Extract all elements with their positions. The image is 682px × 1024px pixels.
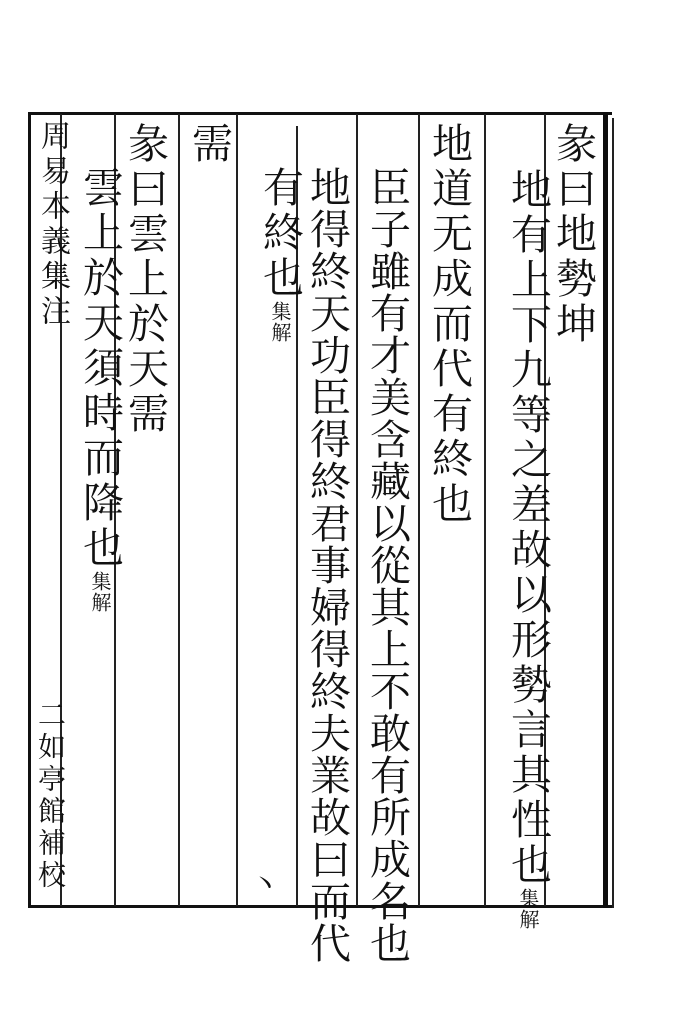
column-text: 地得終天功臣得終君事婦得終夫業故曰而代 [303,166,351,964]
frame-right-inner-rule [612,118,614,908]
frame-right-rule [603,112,608,908]
column-text: 彖曰地勢坤 [549,122,597,347]
commentary-note: 集解 [268,301,292,343]
column-text: 地道无成而代有終也 [425,122,473,527]
text-column-4 [363,166,411,964]
column-text: 需 [185,122,233,167]
text-column-1 [549,122,597,347]
text-column-7 [185,122,233,167]
gutter-book-title: 周易本義集注 [35,120,70,330]
text-column-6 [246,166,304,343]
column-text: 彖曰雲上於天需 [121,122,169,437]
text-column-5 [303,166,351,964]
column-text: 雲上於天須時而降也 [76,166,124,571]
column-separator [418,114,420,906]
commentary-note: 集解 [88,571,112,613]
text-column-8 [121,122,169,437]
column-separator [178,114,180,906]
text-column-2 [494,168,552,930]
text-column-9 [66,166,124,613]
column-separator [484,114,486,906]
gutter-publisher: 二如亭館補校 [34,700,67,892]
punctuation-mark: 丶 [250,868,280,903]
text-column-3 [425,122,473,527]
column-separator [356,114,358,906]
column-text: 有終也 [256,166,304,301]
column-separator [236,114,238,906]
column-text: 地有上下九等之差故以形勢言其性也 [504,168,552,888]
column-text: 臣子雖有才美含藏以從其上不敢有所成名也 [363,166,411,964]
commentary-note: 集解 [516,888,540,930]
